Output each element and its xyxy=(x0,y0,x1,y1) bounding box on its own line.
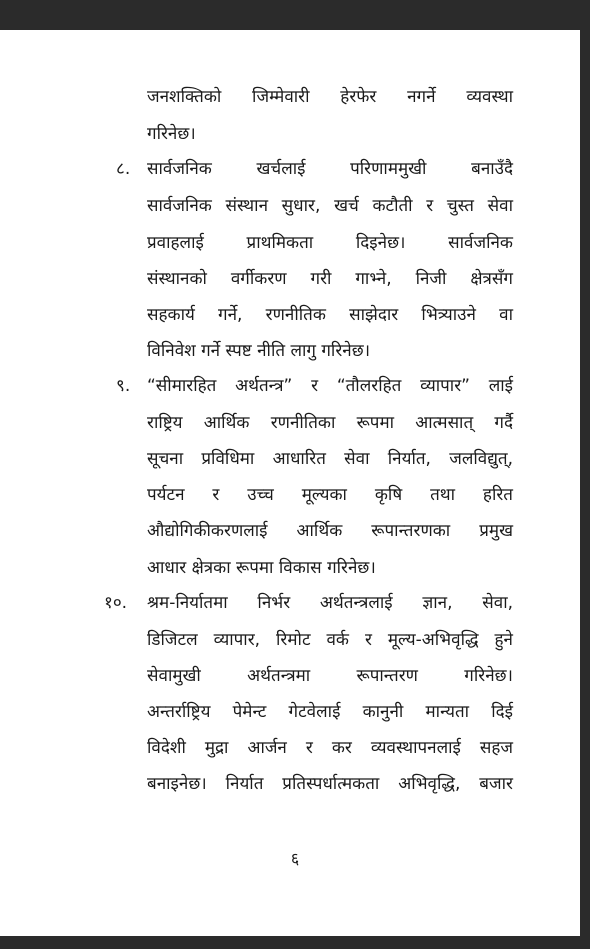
text-line: पर्यटन र उच्च मूल्यका कृषि तथा हरित xyxy=(147,485,513,505)
text-line: सार्वजनिक खर्चलाई परिणाममुखी बनाउँदै xyxy=(147,159,513,179)
text-line: श्रम-निर्यातमा निर्भर अर्थतन्त्रलाई ज्ञान, सेवा, xyxy=(147,593,513,613)
text-line: जनशक्तिको जिम्मेवारी हेरफेर नगर्ने व्यवस्था xyxy=(147,87,513,107)
text-line: “सीमारहित अर्थतन्त्र” र “तौलरहित व्यापार” लाई xyxy=(147,376,513,396)
item-number: ८. xyxy=(116,159,131,179)
item-number: १०. xyxy=(104,593,128,613)
text-line: अन्तर्राष्ट्रिय पेमेन्ट गेटवेलाई कानुनी मान्यता दिई xyxy=(147,702,513,722)
text-line: विनिवेश गर्ने स्पष्ट नीति लागु गरिनेछ। xyxy=(147,341,371,361)
text-line: प्रवाहलाई प्राथमिकता दिइनेछ। सार्वजनिक xyxy=(147,233,513,253)
text-line: डिजिटल व्यापार, रिमोट वर्क र मूल्य-अभिवृद्धि हुने xyxy=(147,630,513,650)
text-line: सूचना प्रविधिमा आधारित सेवा निर्यात, जलविद्युत्, xyxy=(147,449,513,469)
text-line: संस्थानको वर्गीकरण गरी गाभ्ने, निजी क्षेत्रसँग xyxy=(147,269,513,289)
item-number: ९. xyxy=(116,376,131,396)
text-line: आधार क्षेत्रका रूपमा विकास गरिनेछ। xyxy=(147,558,376,578)
text-line: सहकार्य गर्ने, रणनीतिक साझेदार भित्र्याउने वा xyxy=(147,305,513,325)
text-line: विदेशी मुद्रा आर्जन र कर व्यवस्थापनलाई सहज xyxy=(147,738,513,758)
text-line: औद्योगिकीकरणलाई आर्थिक रूपान्तरणका प्रमुख xyxy=(147,521,513,541)
text-line: राष्ट्रिय आर्थिक रणनीतिका रूपमा आत्मसात् गर्दै xyxy=(147,413,513,433)
page-edge-shadow xyxy=(580,0,590,949)
text-line: सेवामुखी अर्थतन्त्रमा रूपान्तरण गरिनेछ। xyxy=(147,666,513,686)
text-line: गरिनेछ। xyxy=(147,124,196,144)
document-page xyxy=(0,30,580,936)
page-number: ६ xyxy=(290,849,300,868)
text-line: सार्वजनिक संस्थान सुधार, खर्च कटौती र चुस्त सेवा xyxy=(147,196,513,216)
text-line: बनाइनेछ। निर्यात प्रतिस्पर्धात्मकता अभिवृद्धि, बजार xyxy=(147,774,513,794)
